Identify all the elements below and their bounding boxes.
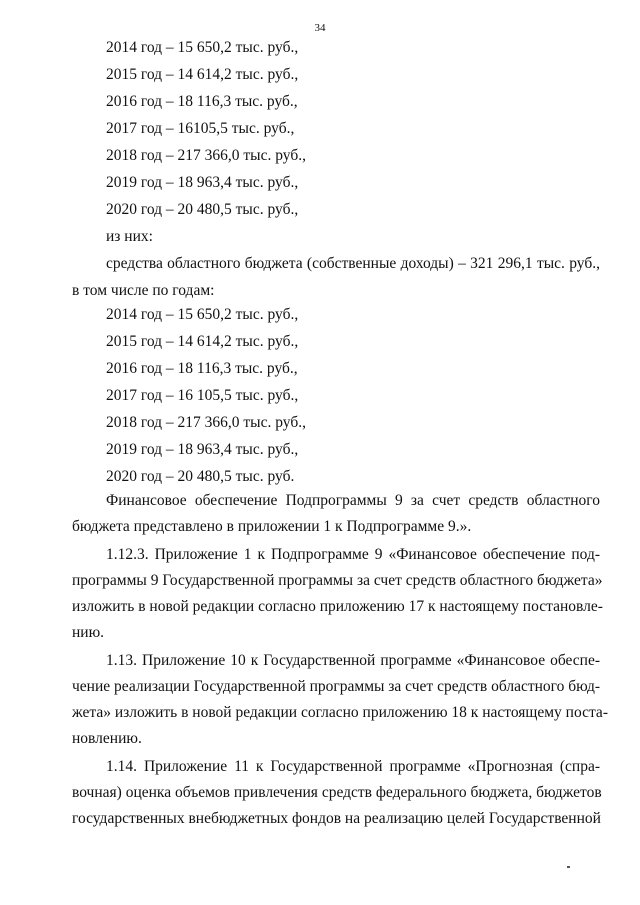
- page-number: 34: [314, 22, 326, 34]
- scan-mark: [567, 866, 570, 868]
- financing-paragraph-line: Финансовое обеспечение Подпрограммы 9 за счет средств областного: [106, 492, 600, 509]
- list1-item: 2017 год – 16105,5 тыс. руб.,: [106, 120, 295, 137]
- paragraph-1-13-line: чение реализации Государственной программы за счет средств областного бюд-: [72, 678, 600, 695]
- list1-item: 2020 год – 20 480,5 тыс. руб.,: [106, 201, 299, 218]
- paragraph-1-12-3-line: программы 9 Государственной программы за счет средств областного бюджета»: [72, 572, 603, 589]
- financing-paragraph-line: бюджета представлено в приложении 1 к Подпрограмме 9.».: [72, 518, 472, 535]
- list1-item: 2015 год – 14 614,2 тыс. руб.,: [106, 66, 299, 83]
- paragraph-1-14-line: вочная) оценка объемов привлечения средств федерального бюджета, бюджетов: [72, 784, 602, 801]
- by-years-label: в том числе по годам:: [72, 282, 215, 299]
- list2-item: 2015 год – 14 614,2 тыс. руб.,: [106, 333, 299, 350]
- regional-budget-line: средства областного бюджета (собственные доходы) – 321 296,1 тыс. руб.,: [106, 255, 600, 272]
- paragraph-1-12-3-line: нию.: [72, 624, 105, 641]
- paragraph-1-13-line: 1.13. Приложение 10 к Государственной программе «Финансовое обеспе-: [106, 652, 600, 669]
- list2-item: 2020 год – 20 480,5 тыс. руб.: [106, 468, 295, 485]
- paragraph-1-12-3-line: 1.12.3. Приложение 1 к Подпрограмме 9 «Финансовое обеспечение под-: [106, 546, 600, 563]
- of-them-label: из них:: [106, 228, 153, 245]
- paragraph-1-13-line: новлению.: [72, 730, 142, 747]
- list2-item: 2014 год – 15 650,2 тыс. руб.,: [106, 306, 299, 323]
- paragraph-1-13-line: жета» изложить в новой редакции согласно приложению 18 к настоящему поста-: [72, 704, 608, 721]
- paragraph-1-14-line: государственных внебюджетных фондов на реализацию целей Государственной: [72, 810, 601, 827]
- list2-item: 2019 год – 18 963,4 тыс. руб.,: [106, 441, 299, 458]
- paragraph-1-12-3-line: изложить в новой редакции согласно приложению 17 к настоящему постановле-: [72, 598, 603, 615]
- paragraph-1-14-line: 1.14. Приложение 11 к Государственной программе «Прогнозная (спра-: [106, 758, 600, 775]
- list1-item: 2018 год – 217 366,0 тыс. руб.,: [106, 147, 306, 164]
- list1-item: 2019 год – 18 963,4 тыс. руб.,: [106, 174, 299, 191]
- list2-item: 2017 год – 16 105,5 тыс. руб.,: [106, 387, 299, 404]
- list2-item: 2018 год – 217 366,0 тыс. руб.,: [106, 414, 306, 431]
- list2-item: 2016 год – 18 116,3 тыс. руб.,: [106, 360, 298, 377]
- list1-item: 2016 год – 18 116,3 тыс. руб.,: [106, 93, 298, 110]
- list1-item: 2014 год – 15 650,2 тыс. руб.,: [106, 39, 299, 56]
